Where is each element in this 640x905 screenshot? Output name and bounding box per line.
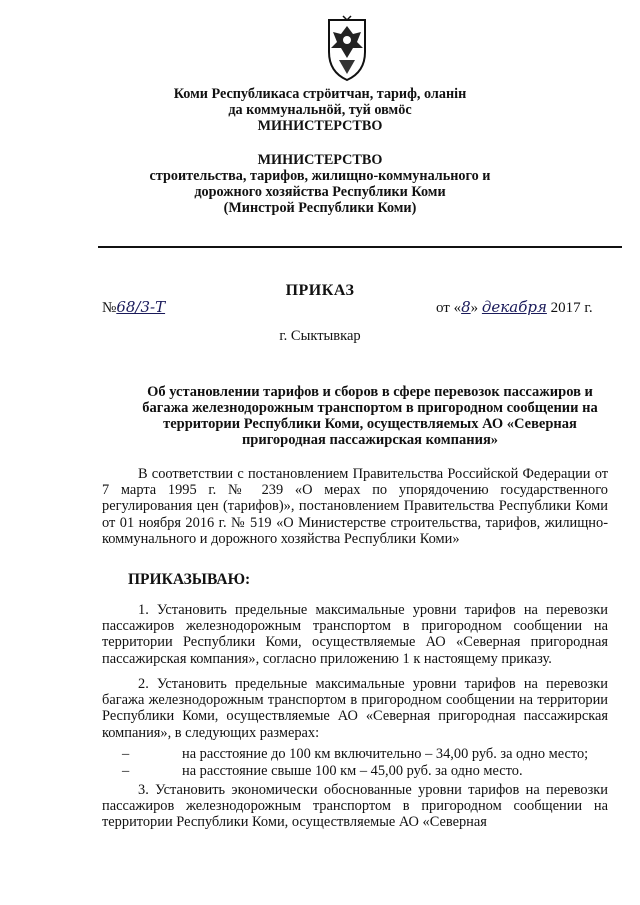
header-divider — [98, 246, 622, 248]
header-ru-line: строительства, тарифов, жилищно-коммунального и — [149, 168, 491, 184]
paragraph-2: 2. Установить предельные максимальные уровни тарифов на перевозки багажа железнодорожным транспортом в пригородном сообщении на территории Республики Коми, осуществляемые АО «Северная пригородная пассажирская компания», в следующих размерах: — [102, 676, 608, 741]
header-komi-line: да коммунальнӧй, туй овмӧс — [228, 102, 412, 118]
order-directive: ПРИКАЗЫВАЮ: — [128, 571, 251, 588]
list-item-text: на расстояние свыше 100 км – 45,00 руб. за одно место. — [182, 763, 523, 779]
date-mid: » — [470, 300, 479, 316]
header-ru-line: (Минстрой Республики Коми) — [223, 200, 417, 216]
header-komi — [0, 86, 640, 134]
date-month-handwritten: декабря — [481, 298, 547, 316]
intro-paragraph: В соответствии с постановлением Правительства Российской Федерации от 7 марта 1995 г. № 239 «О мерах по упорядочению государственного регулирования цен (тарифов)», постановлением Правительства Республики Коми от 01 ноября 2016 г. № 519 «О Министерстве строительства, тарифов, жилищно-коммунального и дорожного хозяйства Республики Коми» — [102, 466, 608, 547]
order-title: ПРИКАЗ — [285, 282, 355, 299]
list-item-text: на расстояние до 100 км включительно – 34,00 руб. за одно место; — [182, 746, 589, 762]
date-prefix: от « — [436, 300, 462, 316]
coat-of-arms-icon — [323, 14, 371, 84]
header-komi-line: МИНИСТЕРСТВО — [257, 118, 383, 134]
paragraph-1: 1. Установить предельные максимальные уровни тарифов на перевозки пассажиров железнодорожным транспортом в пригородном сообщении на территории Республики Коми, осуществляемые АО «Северная пригородная пассажирская компания», согласно приложению 1 к настоящему приказу. — [102, 602, 608, 667]
subject-line: Об установлении тарифов и сборов в сфере перевозок пассажиров и — [147, 384, 593, 400]
header-ru-line: дорожного хозяйства Республики Коми — [194, 184, 446, 200]
header-komi-line: Коми Республикаса стрӧитчан, тариф, оланін — [173, 86, 467, 102]
date-day-handwritten: 8 — [461, 298, 471, 316]
header-russian — [0, 152, 640, 216]
dash-bullet: – — [122, 746, 130, 762]
subject-line: багажа железнодорожным транспортом в пригородном сообщении на — [142, 400, 598, 416]
order-number-handwritten: 68/3-Т — [116, 298, 166, 316]
order-subject — [120, 384, 620, 448]
order-number — [102, 298, 165, 317]
order-city: г. Сыктывкар — [279, 328, 361, 344]
header-ru-line: МИНИСТЕРСТВО — [257, 152, 383, 168]
dash-bullet: – — [122, 763, 130, 779]
order-number-prefix: № — [102, 300, 117, 316]
paragraph-3: 3. Установить экономически обоснованные уровни тарифов на перевозки пассажиров железнодорожным транспортом в пригородном сообщении на территории Республики Коми, осуществляемые АО «Северная — [102, 782, 608, 831]
subject-line: территории Республики Коми, осуществляемых АО «Северная — [163, 416, 577, 432]
order-date — [436, 298, 593, 317]
subject-line: пригородная пассажирская компания» — [241, 432, 499, 448]
date-suffix: 2017 г. — [550, 300, 593, 316]
